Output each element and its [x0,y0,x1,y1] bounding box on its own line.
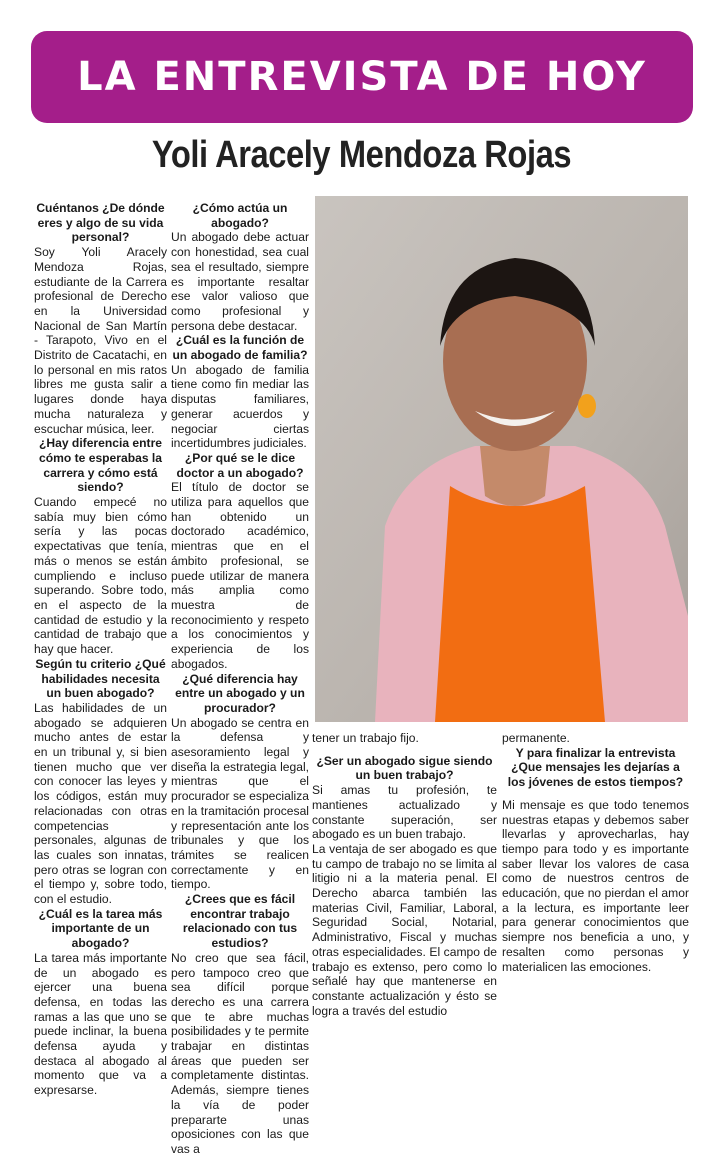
question-heading: ¿Cuál es la función de un abogado de familia? [172,333,308,363]
question-heading: ¿Qué diferencia hay entre un abogado y un procurador? [175,671,305,715]
answer-paragraph: tener un trabajo fijo. [312,731,419,745]
column-3 [312,731,497,1018]
question-heading: ¿Cómo actúa un abogado? [192,201,288,230]
answer-paragraph: La tarea más importante de un abogado es ejercer una buena defensa, en todas las ramas a las que uno se puede inclinar, la buena defensa ayuda y destaca al abogado al momento que va a expresarse. [34,950,167,1098]
answer-paragraph: permanente. [502,731,570,745]
question-heading: Cuéntanos ¿De dónde eres y algo de su vida personal? [36,201,165,245]
answer-paragraph: Mi mensaje es que todo tenemos nuestras etapas y debemos saber llevarlas y aprovecharlas, hay tiempo para todo y es importante saber llevar los valores de casa como de nuestros centros de educación, que no pierdan el amor a la lectura, es importante leer para generar conocimientos que siempre nos beneficia a uno, y resalten como personas y materialicen las emociones. [502,797,689,974]
answer-paragraph: El título de doctor se utiliza para aquellos que han obtenido un doctorado académico, mientras que en el ámbito profesional, se puede utilizar de manera más amplia como muestra de reconocimiento y respeto a los conocimientos y experiencia de los abogados. [171,480,309,671]
title-banner [31,31,693,123]
question-heading: Según tu criterio ¿Qué habilidades necesita un buen abogado? [35,656,166,701]
column-2 [171,201,309,1157]
answer-paragraph: Las habilidades de un abogado se adquieren mucho antes de estar en un tribunal y, si bien tienen mucho que ver con conocer las leyes y los códigos, están muy relacionadas con otras competencias personales, algunas de las cuales son innatas, pero otras se logran con el tiempo y, sobre todo, con el estudio. [34,700,167,907]
answer-paragraph: No creo que sea fácil, pero tampoco creo que sea difícil porque derecho es una carrera que te abre muchas posibilidades y te permite trabajar en distintas áreas que pueden ser completamente distintas. Además, siempre tienes la vía de poder prepararte unas oposiciones con las que vas a [171,950,309,1156]
answer-paragraph: La ventaja de ser abogado es que tu campo de trabajo no se limita al litigio ni a la materia penal. El Derecho abarca también las materias Civil, Familiar, Laboral, Seguridad Social, Notarial, Administrativo, Fiscal y muchas otras especialidades. El campo de trabajo es extenso, pero como lo señalé hay que mantenerse en constante actualización y ésto se logra a través del estudio [312,841,497,1018]
interviewee-name: Yoli Aracely Mendoza Rojas [151,134,572,176]
answer-paragraph: Un abogado debe actuar con honestidad, sea cual sea el resultado, siempre es importante resaltar ese valor valioso que como profesional y persona debe destacar. [171,230,309,333]
question-heading: ¿Cuál es la tarea más importante de un abogado? [38,906,163,951]
question-heading: ¿Por qué se le dice doctor a un abogado? [176,450,304,480]
question-heading: ¿Ser un abogado sigue siendo un buen trabajo? [316,753,493,783]
answer-paragraph: Soy Yoli Aracely Mendoza Rojas, estudiante de la Carrera profesional de Derecho en la Universidad Nacional de San Martín - Tarapoto, Vivo en el Distrito de Cacatachi, en lo personal en mis ratos libres me gusta salir a lugares donde haya mucha naturaleza y escuchar música, leer. [34,245,167,436]
question-heading: ¿Crees que es fácil encontrar trabajo relacionado con tus estudios? [182,892,298,951]
answer-paragraph: Un abogado se centra en la defensa y asesoramiento legal y diseña la estrategia legal, mientras que el procurador se especializa en la tramitación procesal y representación ante los tribunales y que los trámites se realicen correctamente y en tiempo. [171,715,309,892]
answer-paragraph: Si amas tu profesión, te mantienes actualizado y constante superación, ser abogado es un buen trabajo. [312,783,497,842]
answer-paragraph: Un abogado de familia tiene como fin mediar las disputas familiares, generar acuerdos y negociar ciertas incertidumbres judiciales. [171,362,309,451]
question-heading: ¿Hay diferencia entre cómo te esperabas la carrera y cómo está siendo? [38,436,162,495]
answer-paragraph: Cuando empecé no sabía muy bien cómo sería y las pocas expectativas que tenía, más o menos se están cumpliendo e incluso superando. Sobre todo, en el aspecto de la cantidad de estudio y la cantidad de trabajo que hay que hacer. [34,495,167,657]
column-4 [502,731,689,974]
interviewee-photo [315,196,688,722]
banner-title: LA ENTREVISTA DE HOY [77,54,647,100]
column-1 [34,201,167,1098]
question-heading: Y para finalizar la entrevista ¿Que mensajes les dejarías a los jóvenes de estos tiempos? [507,745,684,790]
